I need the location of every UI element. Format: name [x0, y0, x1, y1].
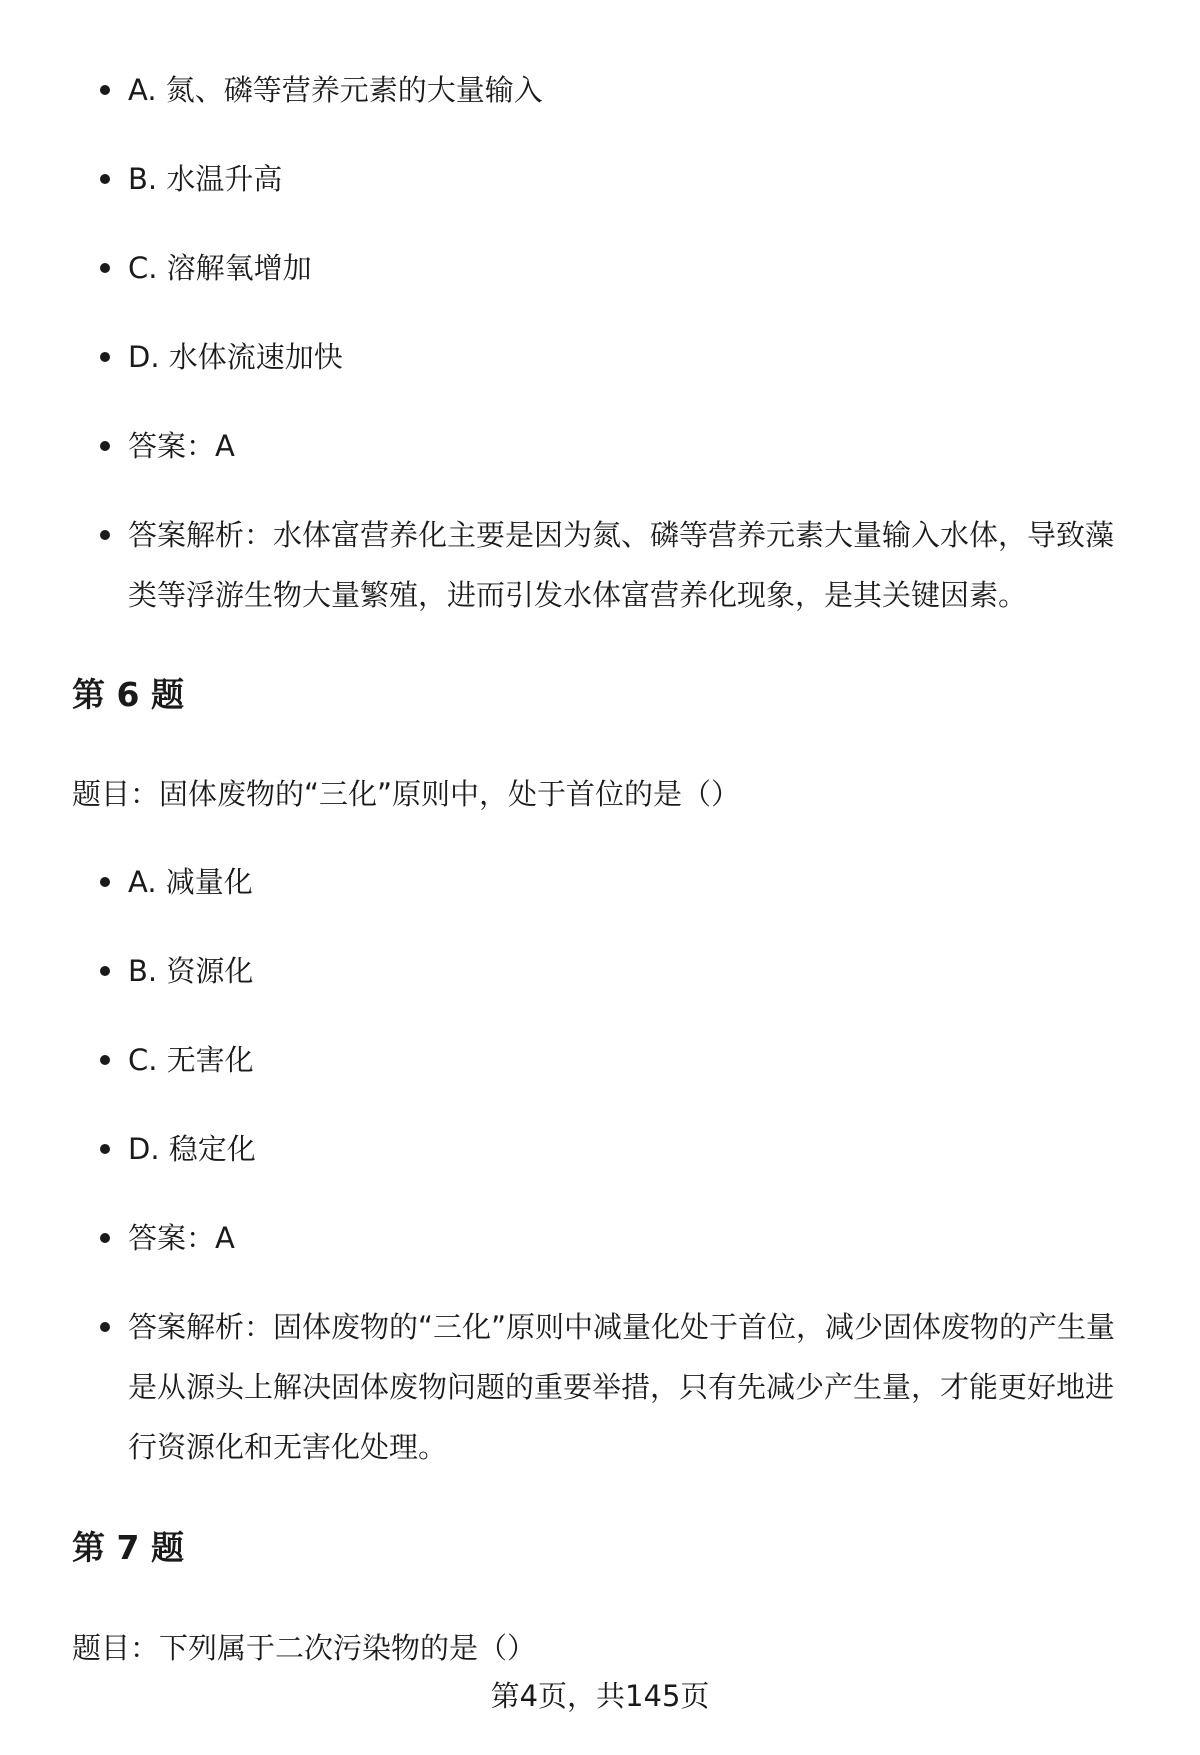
bullet-icon	[100, 530, 110, 540]
answer-line	[128, 1208, 1138, 1268]
explanation-line	[128, 505, 1138, 625]
option-text: A. 氮、磷等营养元素的大量输入	[128, 73, 543, 107]
option-a	[128, 852, 1138, 912]
option-text: C. 无害化	[128, 1043, 254, 1077]
bullet-icon	[100, 85, 110, 95]
option-text: B. 水温升高	[128, 162, 283, 196]
bullet-icon	[100, 441, 110, 451]
option-b	[128, 149, 1138, 209]
option-c	[128, 238, 1138, 298]
option-text: C. 溶解氧增加	[128, 251, 312, 285]
question-heading: 第 7 题	[72, 1528, 184, 1567]
option-text: B. 资源化	[128, 954, 254, 988]
answer-text: 答案：A	[128, 1221, 235, 1255]
option-text: D. 稳定化	[128, 1132, 256, 1166]
bullet-icon	[100, 352, 110, 362]
bullet-icon	[100, 1144, 110, 1154]
option-a	[128, 60, 1138, 120]
option-d	[128, 1119, 1138, 1179]
answer-line	[128, 416, 1138, 476]
bullet-icon	[100, 966, 110, 976]
question-text: 题目：下列属于二次污染物的是（）	[72, 1631, 537, 1665]
bullet-icon	[100, 263, 110, 273]
bullet-icon	[100, 1322, 110, 1332]
bullet-icon	[100, 1055, 110, 1065]
question-heading: 第 6 题	[72, 675, 184, 714]
explanation-text: 答案解析：水体富营养化主要是因为氮、磷等营养元素大量输入水体，导致藻类等浮游生物大量繁殖，进而引发水体富营养化现象，是其关键因素。	[128, 518, 1115, 612]
bullet-icon	[100, 174, 110, 184]
answer-text: 答案：A	[128, 429, 235, 463]
page-number: 第4页，共145页	[490, 1679, 710, 1713]
option-d	[128, 327, 1138, 387]
bullet-icon	[100, 1233, 110, 1243]
explanation-text: 答案解析：固体废物的“三化”原则中减量化处于首位，减少固体废物的产生量是从源头上解决固体废物问题的重要举措，只有先减少产生量，才能更好地进行资源化和无害化处理。	[128, 1310, 1116, 1464]
option-b	[128, 941, 1138, 1001]
explanation-line	[128, 1297, 1138, 1477]
option-text: A. 减量化	[128, 865, 253, 899]
bullet-icon	[100, 877, 110, 887]
question-text: 题目：固体废物的“三化”原则中，处于首位的是（）	[72, 777, 741, 811]
option-text: D. 水体流速加快	[128, 340, 343, 374]
option-c	[128, 1030, 1138, 1090]
